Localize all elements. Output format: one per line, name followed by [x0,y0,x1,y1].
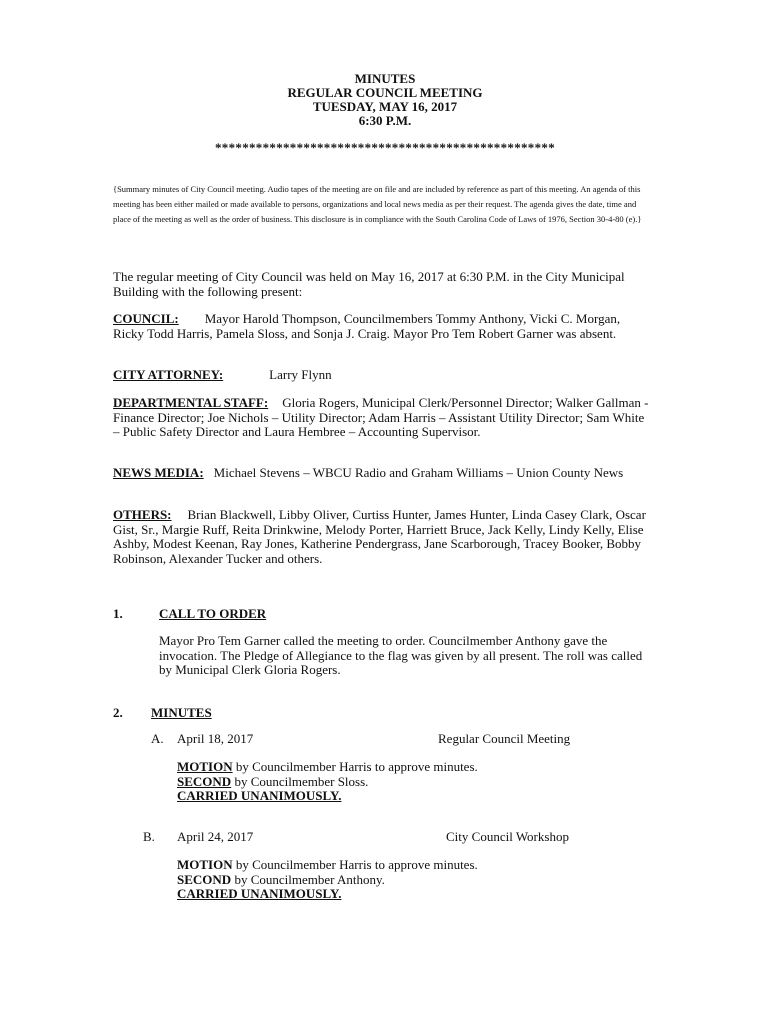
media-text: Michael Stevens – WBCU Radio and Graham Williams – Union County News [213,465,624,480]
summary-disclosure: {Summary minutes of City Council meeting. Audio tapes of the meeting are on file and are included by reference as part of this meeting. An agenda of this meeting has been either mailed or made available to persons, organizations and local news media as per their request. The agenda gives the date, time and place of the meeting as well as the order of business. This disclosure is in compliance with the South Carolina Code of Laws of 1976, Section 30-4-80 (e).} [113,184,642,224]
attorney-name: Larry Flynn [269,367,332,382]
council-text: Mayor Harold Thompson, Councilmembers Tommy Anthony, Vicki C. Morgan, Ricky Todd Harris, Pamela Sloss, and Sonja J. Craig. Mayor Pro Tem Robert Garner was absent. [113,311,621,341]
item-a-letter: A. [151,731,164,746]
item-b-letter: B. [143,829,155,844]
item-a-motion-label: MOTION [177,759,233,774]
intro-paragraph: The regular meeting of City Council was held on May 16, 2017 at 6:30 P.M. in the City Municipal Building with the following present: [113,269,625,299]
meeting-time: 6:30 P.M. [358,113,412,128]
section-1-title: CALL TO ORDER [159,606,267,621]
meeting-date: TUESDAY, MAY 16, 2017 [312,99,458,114]
item-b-second-label: SECOND [177,871,232,887]
staff-label: DEPARTMENTAL STAFF: [113,395,269,410]
section-2-title: MINUTES [151,705,212,720]
item-b-carried: CARRIED UNANIMOUSLY. [177,886,342,902]
item-a-date: April 18, 2017 [177,731,254,746]
item-a-carried: CARRIED UNANIMOUSLY. [177,788,342,804]
council-paragraph [113,312,653,341]
item-a-motion [177,760,647,804]
staff-text: Gloria Rogers, Municipal Clerk/Personnel Director; Walker Gallman - Finance Director; Joe Nichols – Utility Director; Adam Harris – Assistant Utility Director; Sam White – Public Safety Director and Laura Hembree – Accounting Supervisor. [113,395,649,440]
document-title: MINUTES [354,71,416,86]
item-a-second-text: by Councilmember Sloss. [231,773,369,789]
item-a-motion-text: by Councilmember Harris to approve minutes. [232,759,478,774]
others-label: OTHERS: [113,507,172,522]
item-a-meeting: Regular Council Meeting [438,731,571,746]
document-header [0,72,770,128]
section-2-number: 2. [113,705,123,720]
separator: ************************************************** [215,140,555,155]
media-label: NEWS MEDIA: [113,465,204,480]
media-paragraph [113,466,653,481]
item-b-meeting: City Council Workshop [446,829,569,844]
item-b-motion-label: MOTION [177,857,233,872]
others-paragraph [113,508,653,566]
attorney-label: CITY ATTORNEY: [113,367,224,382]
section-1-number: 1. [113,606,123,621]
meeting-type: REGULAR COUNCIL MEETING [287,85,483,100]
section-1-text: Mayor Pro Tem Garner called the meeting to order. Councilmember Anthony gave the invocation. The Pledge of Allegiance to the flag was given by all present. The roll was called by Municipal Clerk Gloria Rogers. [159,633,643,678]
others-text: Brian Blackwell, Libby Oliver, Curtiss Hunter, James Hunter, Linda Casey Clark, Oscar Gist, Sr., Margie Ruff, Reita Drinkwine, Melody Porter, Harriett Bruce, Jack Kelly, Lindy Kelly, Elise Ashby, Modest Keenan, Ray Jones, Katherine Pendergrass, Jane Scarborough, Tracey Booker, Bobby Robinson, Alexander Tucker and others. [113,507,646,566]
council-label: COUNCIL: [113,311,179,326]
item-b-motion [177,858,647,902]
attorney-paragraph [113,368,653,383]
staff-paragraph [113,396,653,440]
item-b-date: April 24, 2017 [177,829,254,844]
item-a-second-label: SECOND [177,773,232,789]
item-b-motion-text: by Councilmember Harris to approve minutes. [232,857,478,872]
item-b-second-text: by Councilmember Anthony. [231,871,385,887]
